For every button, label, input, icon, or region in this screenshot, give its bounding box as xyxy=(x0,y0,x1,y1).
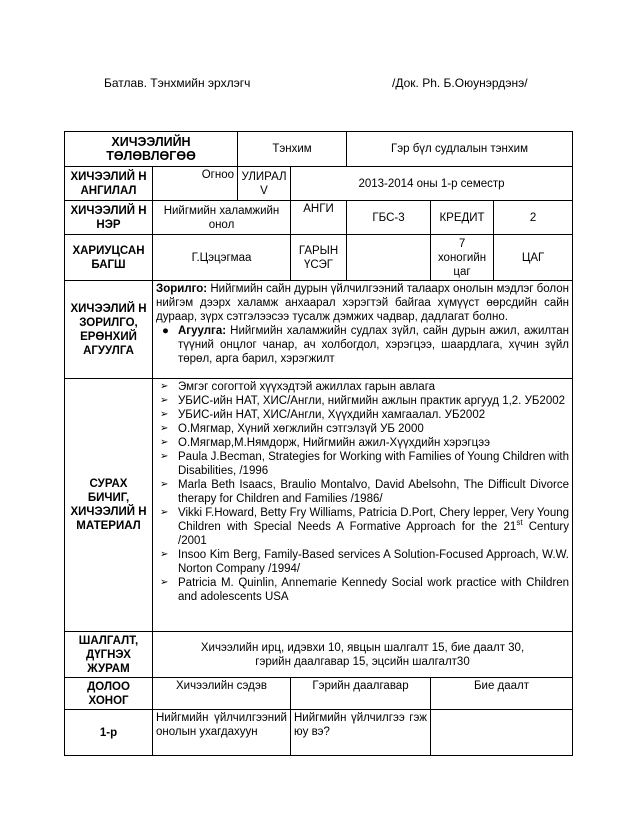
week-topic: Нийгмийн үйлчилгээний онолын ухагдахуун xyxy=(153,710,291,756)
assessment-label: ШАЛГАЛТ, ДҮГНЭХ ЖУРАМ xyxy=(65,632,153,678)
row-course-category xyxy=(65,167,573,201)
materials-label: СУРАХ БИЧИГ, ХИЧЭЭЛИЙ Н МАТЕРИАЛ xyxy=(65,379,153,632)
arrow-bullet-icon: ➢ xyxy=(160,437,169,448)
material-item: ➢ Paula J.Becman, Strategies for Working with Families of Young Children with Disabilities, /1996 xyxy=(160,451,570,477)
dot-bullet-icon: ● xyxy=(162,325,169,337)
arrow-bullet-icon: ➢ xyxy=(160,381,169,392)
arrow-bullet-icon: ➢ xyxy=(160,549,169,560)
class-label: АНГИ xyxy=(291,201,347,235)
weekly-hours-label: 7 хоногийн цаг xyxy=(431,235,494,281)
course-name-value: Нийгмийн халамжийн онол xyxy=(153,201,291,235)
week-self-study xyxy=(431,710,573,756)
plan-title: ХИЧЭЭЛИЙН ТӨЛӨВЛӨГӨӨ xyxy=(65,132,238,167)
material-item: ➢ Эмгэг согогтой хүүхэдтэй ажиллах гарын авлага xyxy=(160,381,436,393)
material-item: ➢ Insoo Kim Berg, Family-Based services A Solution-Focused Approach, W.W. Norton Company /1994/ xyxy=(160,549,570,575)
week-homework: Нийгмийн үйлчилгээ гэж юу вэ? xyxy=(291,710,431,756)
goal-text: Нийгмийн сайн дурын үйлчилгээний талаарх онолын мэдлэг болон нийгэм дээрх халамж анхаарал хэрэгтэй байгаа хүмүүст өөрсдийн сайн дураар, зүрх сэтгэлээсээ тусалж дэмжих чадвар, дадлагат болно. xyxy=(156,283,570,323)
week-header: ДОЛОО ХОНОГ xyxy=(65,678,153,710)
semester-value: 2013-2014 оны 1-р семестр xyxy=(291,167,573,201)
content-title: Агуулга: xyxy=(178,325,227,337)
content-item xyxy=(156,324,569,366)
row-plan-title xyxy=(65,132,573,167)
row-goal xyxy=(65,281,573,379)
goal-cell xyxy=(153,281,573,379)
arrow-bullet-icon: ➢ xyxy=(160,479,169,490)
arrow-bullet-icon: ➢ xyxy=(160,409,169,420)
arrow-bullet-icon: ➢ xyxy=(160,577,169,588)
teacher-value: Г.Цэцэгмаа xyxy=(153,235,291,281)
row-materials xyxy=(65,379,573,632)
content-text: Нийгмийн халамжийн судлах зүйл, сайн дурын ажил, ажилтан түүний онцлог чанар, ач холбогдол, хэрэгцээ, шаардлага, хүчин зүйл төрөл, арга барил, хэрэгжилт xyxy=(178,325,570,365)
approval-line: Батлав. Тэнхмийн эрхлэгч xyxy=(104,76,251,90)
row-week-1 xyxy=(65,710,573,756)
materials-cell xyxy=(153,379,573,632)
date-label: Огноо xyxy=(153,167,238,201)
row-teacher xyxy=(65,235,573,281)
class-value: ГБС-3 xyxy=(347,201,431,235)
week-number: 1-р xyxy=(65,710,153,756)
content-list xyxy=(156,324,569,366)
department-label: Тэнхим xyxy=(238,132,347,167)
material-item: ➢ О.Мягмар, Хүний хөгжлийн сэтгэлзүй УБ 2000 xyxy=(160,423,424,435)
credit-label: КРЕДИТ xyxy=(431,201,494,235)
row-schedule-header xyxy=(65,678,573,710)
credit-value: 2 xyxy=(494,201,573,235)
goal-paragraph xyxy=(156,282,569,324)
material-item: ➢ Vikki F.Howard, Betty Fry Williams, Patricia D.Port, Chery lepper, Very Young Children with Special Needs A Formative Approach for the 21st Century /2001 xyxy=(160,507,570,547)
department-value: Гэр бүл судлалын тэнхим xyxy=(347,132,573,167)
head-of-department-signature: /Док. Ph. Б.Оюунэрдэнэ/ xyxy=(392,76,528,90)
goal-title: Зорилго: xyxy=(156,283,208,295)
material-item: ➢ УБИС-ийн НАТ, ХИС/Англи, Хүүхдийн хамгаалал. УБ2002 xyxy=(160,409,486,421)
row-course-name xyxy=(65,201,573,235)
assessment-text: Хичээлийн ирц, идэвхи 10, явцын шалгалт 15, бие даалт 30, гэрийн даалгавар 15, эцсийн шалгалт30 xyxy=(153,632,573,678)
course-category-label: ХИЧЭЭЛИЙ Н АНГИЛАЛ xyxy=(65,167,153,201)
arrow-bullet-icon: ➢ xyxy=(160,395,169,406)
signature-value xyxy=(347,235,431,281)
arrow-bullet-icon: ➢ xyxy=(160,451,169,462)
materials-list xyxy=(156,380,569,604)
material-item: ➢ Patricia M. Quinlin, Annemarie Kennedy Social work practice with Children and adolescents USA xyxy=(160,577,570,603)
course-plan-table xyxy=(64,131,573,756)
goal-label: ХИЧЭЭЛИЙ Н ЗОРИЛГО, ЕРӨНХИЙ АГУУЛГА xyxy=(65,281,153,379)
self-study-header: Бие даалт xyxy=(431,678,573,710)
material-item: ➢ Marla Beth Isaacs, Braulio Montalvo, David Abelsohn, The Difficult Divorce therapy for Children and Families /1986/ xyxy=(160,479,570,505)
hours-label: ЦАГ xyxy=(494,235,573,281)
signature-label: ГАРЫН ҮСЭГ xyxy=(291,235,347,281)
topic-header: Хичээлийн сэдэв xyxy=(153,678,291,710)
homework-header: Гэрийн даалгавар xyxy=(291,678,431,710)
material-item: ➢ О.Мягмар,М.Нямдорж, Нийгмийн ажил-Хүүхдийн хэрэгцээ xyxy=(160,437,490,449)
arrow-bullet-icon: ➢ xyxy=(160,507,169,518)
material-item: ➢ УБИС-ийн НАТ, ХИС/Англи, нийгмийн ажлын практик аргууд 1,2. УБ2002 xyxy=(160,395,566,407)
teacher-label: ХАРИУЦСАН БАГШ xyxy=(65,235,153,281)
course-name-label: ХИЧЭЭЛИЙ Н НЭР xyxy=(65,201,153,235)
semester-label: УЛИРАЛ V xyxy=(238,167,291,201)
arrow-bullet-icon: ➢ xyxy=(160,423,169,434)
row-assessment xyxy=(65,632,573,678)
